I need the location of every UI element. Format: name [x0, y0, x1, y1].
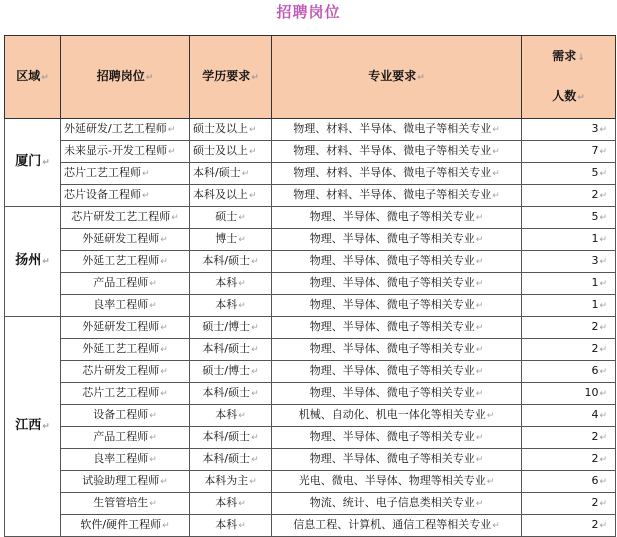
table-row: [5, 207, 616, 229]
table-row: [5, 119, 616, 141]
count-cell: 6↵: [522, 361, 616, 383]
education-cell: 硕士/博士↵: [190, 317, 272, 339]
table-row: [5, 163, 616, 185]
position-cell: 产品工程师↵: [61, 427, 190, 449]
header-position: 招聘岗位↵: [61, 36, 190, 119]
education-cell: 本科↵: [190, 493, 272, 515]
region-cell: 江西↵: [5, 317, 61, 537]
major-cell: 机械、自动化、机电一体化等相关专业↵: [272, 405, 522, 427]
major-cell: 物流、统计、电子信息类相关专业↵: [272, 493, 522, 515]
count-cell: 2↵: [522, 427, 616, 449]
major-cell: 光电、微电、半导体、物理等相关专业↵: [272, 471, 522, 493]
count-cell: 5↵: [522, 163, 616, 185]
major-cell: 信息工程、计算机、通信工程等相关专业↵: [272, 515, 522, 537]
major-cell: 物理、材料、半导体、微电子等相关专业↵: [272, 141, 522, 163]
header-region: 区域↵: [5, 36, 61, 119]
position-cell: 外延研发工程师↵: [61, 229, 190, 251]
position-cell: 外延工艺工程师↵: [61, 339, 190, 361]
major-cell: 物理、半导体、微电子等相关专业↵: [272, 427, 522, 449]
education-cell: 本科/硕士↵: [190, 251, 272, 273]
table-row: [5, 185, 616, 207]
education-cell: 本科/硕士↵: [190, 449, 272, 471]
education-cell: 本科为主↵: [190, 471, 272, 493]
count-cell: 2↵: [522, 449, 616, 471]
page-title: 招聘岗位: [276, 3, 341, 21]
table-row: [5, 141, 616, 163]
table-row: [5, 273, 616, 295]
education-cell: 本科/硕士↵: [190, 163, 272, 185]
major-cell: 物理、半导体、微电子等相关专业↵: [272, 273, 522, 295]
position-cell: 芯片工艺工程师↵: [61, 383, 190, 405]
count-cell: 10↵: [522, 383, 616, 405]
table-row: [5, 251, 616, 273]
table-row: [5, 427, 616, 449]
count-cell: 1↵: [522, 273, 616, 295]
count-cell: 1↵: [522, 295, 616, 317]
count-cell: 7↵: [522, 141, 616, 163]
header-count: 需求↓ 人数↵: [522, 36, 616, 119]
major-cell: 物理、半导体、微电子等相关专业↵: [272, 207, 522, 229]
count-cell: 4↵: [522, 405, 616, 427]
count-cell: 1↵: [522, 229, 616, 251]
count-cell: 6↵: [522, 471, 616, 493]
major-cell: 物理、半导体、微电子等相关专业↵: [272, 251, 522, 273]
position-cell: 芯片工艺工程师↵: [61, 163, 190, 185]
major-cell: 物理、材料、半导体、微电子等相关专业↵: [272, 119, 522, 141]
count-cell: 2↵: [522, 515, 616, 537]
table-row: [5, 361, 616, 383]
header-major: 专业要求↵: [272, 36, 522, 119]
table-body: [5, 119, 616, 537]
table-row: [5, 229, 616, 251]
major-cell: 物理、半导体、微电子等相关专业↵: [272, 295, 522, 317]
major-cell: 物理、半导体、微电子等相关专业↵: [272, 449, 522, 471]
position-cell: 设备工程师↵: [61, 405, 190, 427]
region-cell: 扬州↵: [5, 207, 61, 317]
education-cell: 本科/硕士↵: [190, 383, 272, 405]
major-cell: 物理、材料、半导体、微电子等相关专业↵: [272, 163, 522, 185]
count-cell: 5↵: [522, 207, 616, 229]
position-cell: 外延工艺工程师↵: [61, 251, 190, 273]
position-cell: 产品工程师↵: [61, 273, 190, 295]
education-cell: 博士↵: [190, 229, 272, 251]
education-cell: 本科及以上↵: [190, 185, 272, 207]
education-cell: 本科↵: [190, 295, 272, 317]
education-cell: 本科/硕士↵: [190, 427, 272, 449]
table-row: [5, 405, 616, 427]
header-education: 学历要求↵: [190, 36, 272, 119]
education-cell: 本科↵: [190, 405, 272, 427]
position-cell: 试验助理工程师↵: [61, 471, 190, 493]
count-cell: 2↵: [522, 185, 616, 207]
table-row: [5, 471, 616, 493]
position-cell: 外延研发/工艺工程师↵: [61, 119, 190, 141]
education-cell: 本科↵: [190, 273, 272, 295]
position-cell: 芯片研发工艺工程师↵: [61, 207, 190, 229]
count-cell: 3↵: [522, 251, 616, 273]
table-row: [5, 339, 616, 361]
table-row: [5, 493, 616, 515]
position-cell: 良率工程师↵: [61, 449, 190, 471]
table-row: [5, 317, 616, 339]
position-cell: 芯片研发工程师↵: [61, 361, 190, 383]
major-cell: 物理、半导体、微电子等相关专业↵: [272, 361, 522, 383]
recruitment-table: [4, 35, 616, 537]
education-cell: 硕士及以上↵: [190, 141, 272, 163]
table-header-row: [5, 36, 616, 119]
major-cell: 物理、半导体、微电子等相关专业↵: [272, 229, 522, 251]
count-cell: 2↵: [522, 317, 616, 339]
education-cell: 硕士及以上↵: [190, 119, 272, 141]
education-cell: 硕士/博士↵: [190, 361, 272, 383]
position-cell: 芯片设备工程师↵: [61, 185, 190, 207]
count-cell: 2↵: [522, 339, 616, 361]
table-row: [5, 383, 616, 405]
education-cell: 本科↵: [190, 515, 272, 537]
position-cell: 生管管培生↵: [61, 493, 190, 515]
education-cell: 本科/硕士↵: [190, 339, 272, 361]
count-cell: 2↵: [522, 493, 616, 515]
position-cell: 外延研发工程师↵: [61, 317, 190, 339]
count-cell: 3↵: [522, 119, 616, 141]
major-cell: 物理、半导体、微电子等相关专业↵: [272, 383, 522, 405]
major-cell: 物理、材料、半导体、微电子等相关专业↵: [272, 185, 522, 207]
major-cell: 物理、半导体、微电子等相关专业↵: [272, 339, 522, 361]
table-row: [5, 515, 616, 537]
education-cell: 硕士↵: [190, 207, 272, 229]
position-cell: 未来显示-开发工程师↵: [61, 141, 190, 163]
major-cell: 物理、半导体、微电子等相关专业↵: [272, 317, 522, 339]
position-cell: 良率工程师↵: [61, 295, 190, 317]
table-row: [5, 449, 616, 471]
position-cell: 软件/硬件工程师↵: [61, 515, 190, 537]
table-row: [5, 295, 616, 317]
region-cell: 厦门↵: [5, 119, 61, 207]
